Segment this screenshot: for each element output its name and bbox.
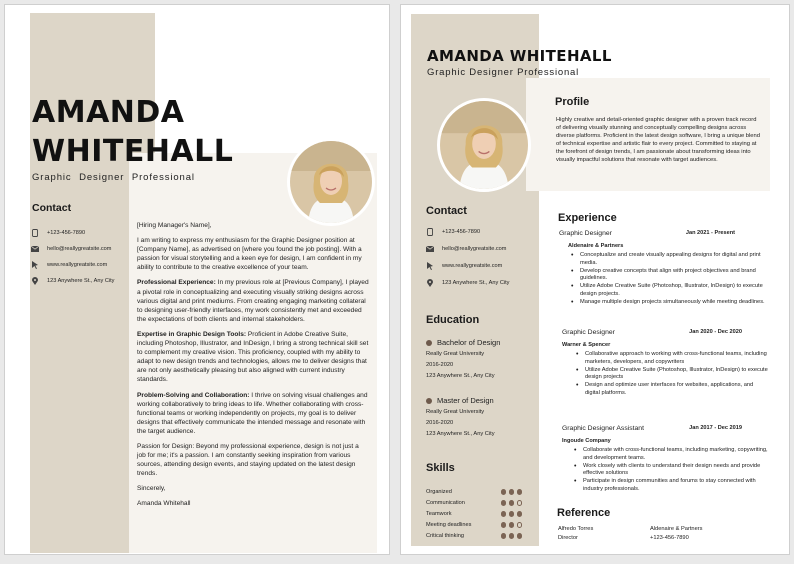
job-entry <box>562 425 769 494</box>
phone-icon <box>31 229 39 237</box>
job-bullets: • Collaborative approach to working with cross-functional teams, including marketers, developers, and copywriters • Utilize Adobe Creative Suite (Photoshop, Illustrator, InDesign) to execute design projects • Design and optimize user interfaces for websites, applications, and digital platforms. <box>576 351 769 398</box>
skill-level-dots <box>501 533 523 539</box>
degree: Master of Design <box>437 396 494 405</box>
reference-name: Alfredo Torres <box>558 526 594 532</box>
skill-dot-filled <box>517 489 523 495</box>
job-bullets: • Collaborate with cross-functional teams, including marketing, copywriting, and development teams. • Work closely with clients to understand their design needs and provide effective solutions • Participate in design communities and forums to stay connected with industry professionals. <box>574 447 769 494</box>
contact-address: 123 Anywhere St., Any City <box>31 277 114 285</box>
skill-level-dots <box>501 522 523 528</box>
education-heading: Education <box>426 314 480 326</box>
education-item <box>426 338 536 382</box>
resume-page <box>400 4 790 555</box>
school-address: 123 Anywhere St., Any City <box>426 431 495 437</box>
profile-heading: Profile <box>555 96 590 108</box>
cover-letter-page <box>4 4 390 555</box>
letter-expertise: Expertise in Graphic Design Tools: Proficient in Adobe Creative Suite, including Photoshop, Illustrator, and InDesign, I bring a strong technical skill set to complement my creative vision. This proficiency, coupled with my ability to adapt to new design trends and technologies, allows me to deliver designs that are not only aesthetically pleasing but also aligned with current industry standards. <box>137 330 369 384</box>
skill-row <box>426 489 522 495</box>
job-dates: Jan 2020 - Dec 2020 <box>689 329 742 335</box>
letter-collaboration: Problem-Solving and Collaboration: I thrive on solving visual challenges and working collaboratively to bring ideas to life. Whether collaborating with cross-functional teams or working independently on projects, my goal is to deliver designs that effectively communicate the intended message and resonate with the target audience. <box>137 391 368 435</box>
reference-company-block <box>650 525 702 543</box>
letter-closing: Sincerely, <box>137 485 166 493</box>
skill-name: Meeting deadlines <box>426 522 472 528</box>
years: 2016-2020 <box>426 420 454 426</box>
name-heading: AMANDA WHITEHALL <box>427 47 612 65</box>
skill-dot-filled <box>509 511 515 517</box>
cursor-icon <box>426 262 434 270</box>
job-dates: Jan 2017 - Dec 2019 <box>689 425 742 431</box>
skill-dot-filled <box>509 489 515 495</box>
job-company: Warner & Spencer <box>562 342 611 348</box>
reference-contact <box>558 525 593 543</box>
skill-row <box>426 522 522 528</box>
job-role: Graphic Designer Assistant <box>562 425 644 432</box>
skill-dot-filled <box>501 533 507 539</box>
skill-dot-filled <box>509 522 515 528</box>
contact-phone: +123-456-7890 <box>31 229 85 237</box>
contact-email: hello@reallygreatsite.com <box>31 245 111 253</box>
skill-name: Organized <box>426 489 452 495</box>
contact-website: www.reallygreatsite.com <box>426 262 502 270</box>
letter-experience: Professional Experience: In my previous role at [Previous Company], I played a pivotal role in conceptualizing and executing visually striking designs across various digital and print mediums. From creating engaging marketing collateral to designing user-friendly interfaces, my work consistently met and exceeded the expectations of both clients and internal stakeholders. <box>137 279 369 323</box>
profile-text: Highly creative and detail-oriented graphic designer with a proven track record of delivering visually stunning and conceptually compelling designs across diverse platforms. Proficient in the latest design software, I bring a unique blend of technical expertise and artistic flair to every project. Committed to staying at the forefront of design trends, I am passionate about transforming ideas into visually impactful solutions that resonate with target audiences. <box>556 117 760 163</box>
skill-dot-empty <box>517 500 523 506</box>
skill-level-dots <box>501 489 523 495</box>
job-entry <box>562 329 769 398</box>
contact-address: 123 Anywhere St., Any City <box>426 279 509 287</box>
skill-dot-filled <box>509 533 515 539</box>
skill-dot-empty <box>517 522 523 528</box>
profile-photo <box>287 138 375 226</box>
location-pin-icon <box>426 279 434 287</box>
skills-heading: Skills <box>426 462 455 474</box>
skill-dot-filled <box>501 500 507 506</box>
job-entry <box>559 230 769 307</box>
experience-heading: Experience <box>558 212 617 224</box>
job-role: Graphic Designer <box>559 230 612 237</box>
letter-signature: Amanda Whitehall <box>137 500 191 508</box>
email-icon <box>31 245 39 253</box>
reference-heading: Reference <box>557 507 611 519</box>
education-item <box>426 396 536 440</box>
reference-phone: +123-456-7890 <box>650 535 689 541</box>
job-company: Aldenaire & Partners <box>568 243 624 249</box>
contact-website: www.reallygreatsite.com <box>31 261 107 269</box>
letter-body <box>137 221 369 515</box>
school: Really Great University <box>426 409 485 415</box>
reference-role: Director <box>558 535 578 541</box>
skill-level-dots <box>501 500 523 506</box>
skill-row <box>426 500 522 506</box>
reference-company: Aldenaire & Partners <box>650 526 703 532</box>
skill-dot-filled <box>501 489 507 495</box>
skill-level-dots <box>501 511 523 517</box>
skill-name: Critical thinking <box>426 533 464 539</box>
phone-icon <box>426 228 434 236</box>
skill-dot-filled <box>517 511 523 517</box>
contact-heading: Contact <box>32 202 72 214</box>
school: Really Great University <box>426 351 485 357</box>
cursor-icon <box>31 261 39 269</box>
contact-phone: +123-456-7890 <box>426 228 480 236</box>
job-title: Graphic Designer Professional <box>427 67 580 78</box>
contact-heading: Contact <box>426 205 467 217</box>
skill-name: Communication <box>426 500 465 506</box>
school-address: 123 Anywhere St., Any City <box>426 373 495 379</box>
skill-row <box>426 511 522 517</box>
skill-dot-filled <box>501 522 507 528</box>
bullet-dot <box>426 398 432 404</box>
job-title: Graphic Designer Professional <box>32 172 195 183</box>
skill-dot-filled <box>517 533 523 539</box>
bullet-dot <box>426 340 432 346</box>
email-icon <box>426 245 434 253</box>
location-pin-icon <box>31 277 39 285</box>
letter-passion: Passion for Design: Beyond my professional experience, design is not just a job for me; it's a passion. I am constantly seeking inspiration from various sources, attending design events, and staying updated on the latest design trends. <box>137 442 359 478</box>
degree: Bachelor of Design <box>437 338 501 347</box>
skill-dot-filled <box>501 511 507 517</box>
skill-dot-filled <box>509 500 515 506</box>
skill-name: Teamwork <box>426 511 452 517</box>
contact-email: hello@reallygreatsite.com <box>426 245 506 253</box>
job-company: Ingoude Company <box>562 438 611 444</box>
job-bullets: • Conceptualize and create visually appealing designs for digital and print media. • Develop creative concepts that align with project objectives and brand guidelines. • Utilize Adobe Creative Suite (Photoshop, Illustrator, InDesign) to execute design projects. • Manage multiple design projects simultaneously while meeting deadlines. <box>571 252 769 307</box>
job-role: Graphic Designer <box>562 329 615 336</box>
years: 2016-2020 <box>426 362 454 368</box>
letter-intro: I am writing to express my enthusiasm for the Graphic Designer position at [Company Name], as advertised on [where you found the job posting]. With a passion for visual storytelling and a keen eye for design, I am confident in my ability to contribute to the creative excellence of your team. <box>137 237 362 272</box>
profile-photo <box>437 98 531 192</box>
job-dates: Jan 2021 - Present <box>685 230 735 236</box>
skill-row <box>426 533 522 539</box>
name-heading: AMANDA WHITEHALL <box>32 95 234 169</box>
letter-greeting: [Hiring Manager's Name], <box>137 222 212 229</box>
